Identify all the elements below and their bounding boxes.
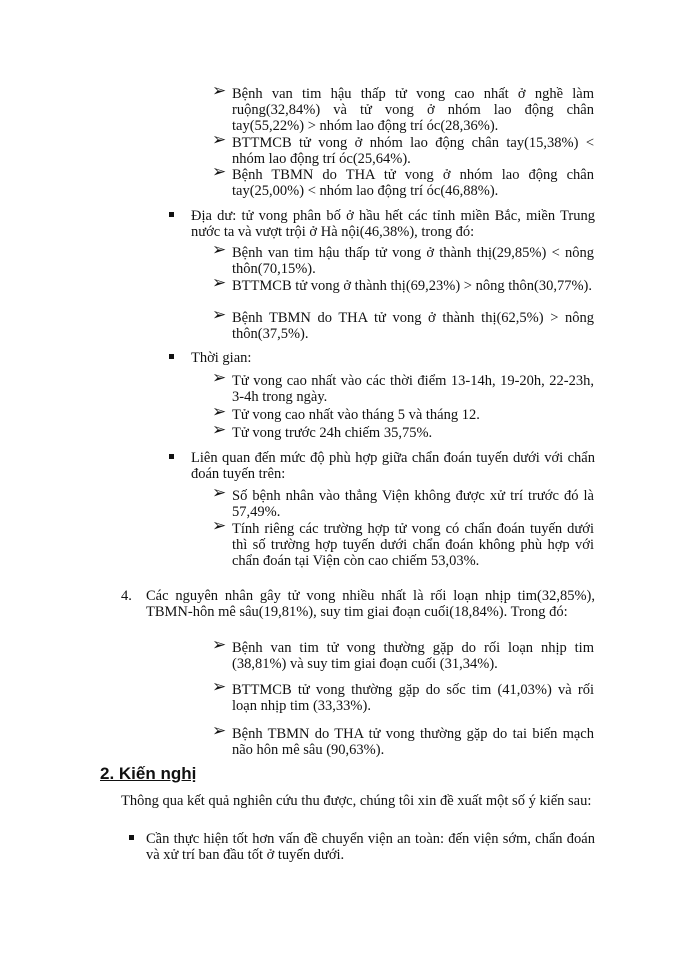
recommendation-text: Cần thực hiện tốt hơn vấn đề chuyển viện an toàn: đến viện sớm, chẩn đoán và xử trí ban đầu tốt ở tuyến dưới.: [146, 831, 595, 863]
arrow-bullet-icon: ➢: [212, 483, 227, 503]
list-item-text: Bệnh TBMN do THA tử vong ở nhóm lao động chân tay(25,00%) < nhóm lao động trí óc(46,88%).: [232, 167, 594, 199]
list-item-text: Bệnh TBMN do THA tử vong thường gặp do tai biến mạch não hôn mê sâu (90,63%).: [232, 726, 594, 758]
arrow-bullet-icon: ➢: [212, 130, 227, 150]
arrow-bullet-icon: ➢: [212, 420, 227, 440]
arrow-bullet-icon: ➢: [212, 273, 227, 293]
list-item-text: BTTMCB tử vong ở thành thị(69,23%) > nông thôn(30,77%).: [232, 278, 593, 294]
list-item-text: Thời gian:: [191, 350, 252, 366]
list-item-text: Tử vong cao nhất vào tháng 5 và tháng 12.: [232, 407, 480, 423]
arrow-bullet-icon: ➢: [212, 402, 227, 422]
arrow-bullet-icon: ➢: [212, 240, 227, 260]
list-item-text: Liên quan đến mức độ phù hợp giữa chẩn đoán tuyến dưới với chẩn đoán tuyến trên:: [191, 450, 595, 482]
list-item: [212, 305, 594, 342]
list-item: [191, 208, 595, 240]
list-item: [212, 721, 594, 758]
square-bullet-icon: [129, 835, 134, 840]
list-item-text: Bệnh van tim hậu thấp tử vong cao nhất ở nghề làm ruộng(32,84%) và tử vong ở nhóm lao động chân tay(55,22%) > nhóm lao động trí óc(28,36%).: [232, 86, 594, 134]
list-item: [212, 635, 594, 672]
item-number: 4.: [121, 588, 132, 604]
numbered-item: [121, 588, 595, 620]
list-item-text: Tử vong trước 24h chiếm 35,75%.: [232, 425, 433, 441]
list-item-text: BTTMCB tử vong thường gặp do sốc tim (41,03%) và rối loạn nhịp tim (33,33%).: [232, 682, 594, 714]
list-item: [212, 420, 594, 441]
list-item: [212, 81, 594, 134]
arrow-bullet-icon: ➢: [212, 305, 227, 325]
list-item: [212, 130, 594, 167]
list-item: [212, 368, 594, 405]
list-item-text: Bệnh TBMN do THA tử vong ở thành thị(62,5%) > nông thôn(37,5%).: [232, 310, 594, 342]
list-item: [212, 483, 594, 520]
list-item-text: Bệnh van tim tử vong thường gặp do rối loạn nhịp tim (38,81%) và suy tim giai đoạn cuối (31,34%).: [232, 640, 594, 672]
list-item-text: Các nguyên nhân gây tử vong nhiều nhất là rối loạn nhịp tim(32,85%), TBMN-hôn mê sâu(19,81%), suy tim giai đoạn cuối(18,84%). Trong đó:: [146, 588, 595, 620]
arrow-bullet-icon: ➢: [212, 81, 227, 101]
square-bullet-icon: [169, 454, 174, 459]
arrow-bullet-icon: ➢: [212, 721, 227, 741]
list-item: [191, 450, 595, 482]
arrow-bullet-icon: ➢: [212, 635, 227, 655]
arrow-bullet-icon: ➢: [212, 516, 227, 536]
section-heading: 2. Kiến nghị: [100, 764, 197, 783]
intro-paragraph: Thông qua kết quả nghiên cứu thu được, chúng tôi xin đề xuất một số ý kiến sau:: [121, 793, 592, 809]
list-item: [212, 516, 594, 569]
list-item-text: Tử vong cao nhất vào các thời điểm 13-14h, 19-20h, 22-23h, 3-4h trong ngày.: [232, 373, 594, 405]
list-item-text: Số bệnh nhân vào thẳng Viện không được xử trí trước đó là 57,49%.: [232, 488, 594, 520]
list-item: [212, 273, 594, 294]
list-item-text: Địa dư: tử vong phân bố ở hầu hết các tỉnh miền Bắc, miền Trung nước ta và vượt trội ở Hà nội(46,38%), trong đó:: [191, 208, 595, 240]
recommendation-item: [146, 831, 595, 863]
square-bullet-icon: [169, 212, 174, 217]
arrow-bullet-icon: ➢: [212, 162, 227, 182]
list-item: [212, 402, 594, 423]
list-item: [212, 240, 594, 277]
list-item: [191, 350, 595, 366]
arrow-bullet-icon: ➢: [212, 368, 227, 388]
list-item-text: BTTMCB tử vong ở nhóm lao động chân tay(15,38%) < nhóm lao động trí óc(25,64%).: [232, 135, 594, 167]
list-item-text: Tính riêng các trường hợp tử vong có chẩn đoán tuyến dưới thì số trường hợp tuyến dưới chẩn đoán không phù hợp với chẩn đoán tại Viện còn cao chiếm 53,03%.: [232, 521, 594, 569]
list-item-text: Bệnh van tim hậu thấp tử vong ở thành thị(29,85%) < nông thôn(70,15%).: [232, 245, 594, 277]
arrow-bullet-icon: ➢: [212, 677, 227, 697]
list-item: [212, 677, 594, 714]
list-item: [212, 162, 594, 199]
square-bullet-icon: [169, 354, 174, 359]
